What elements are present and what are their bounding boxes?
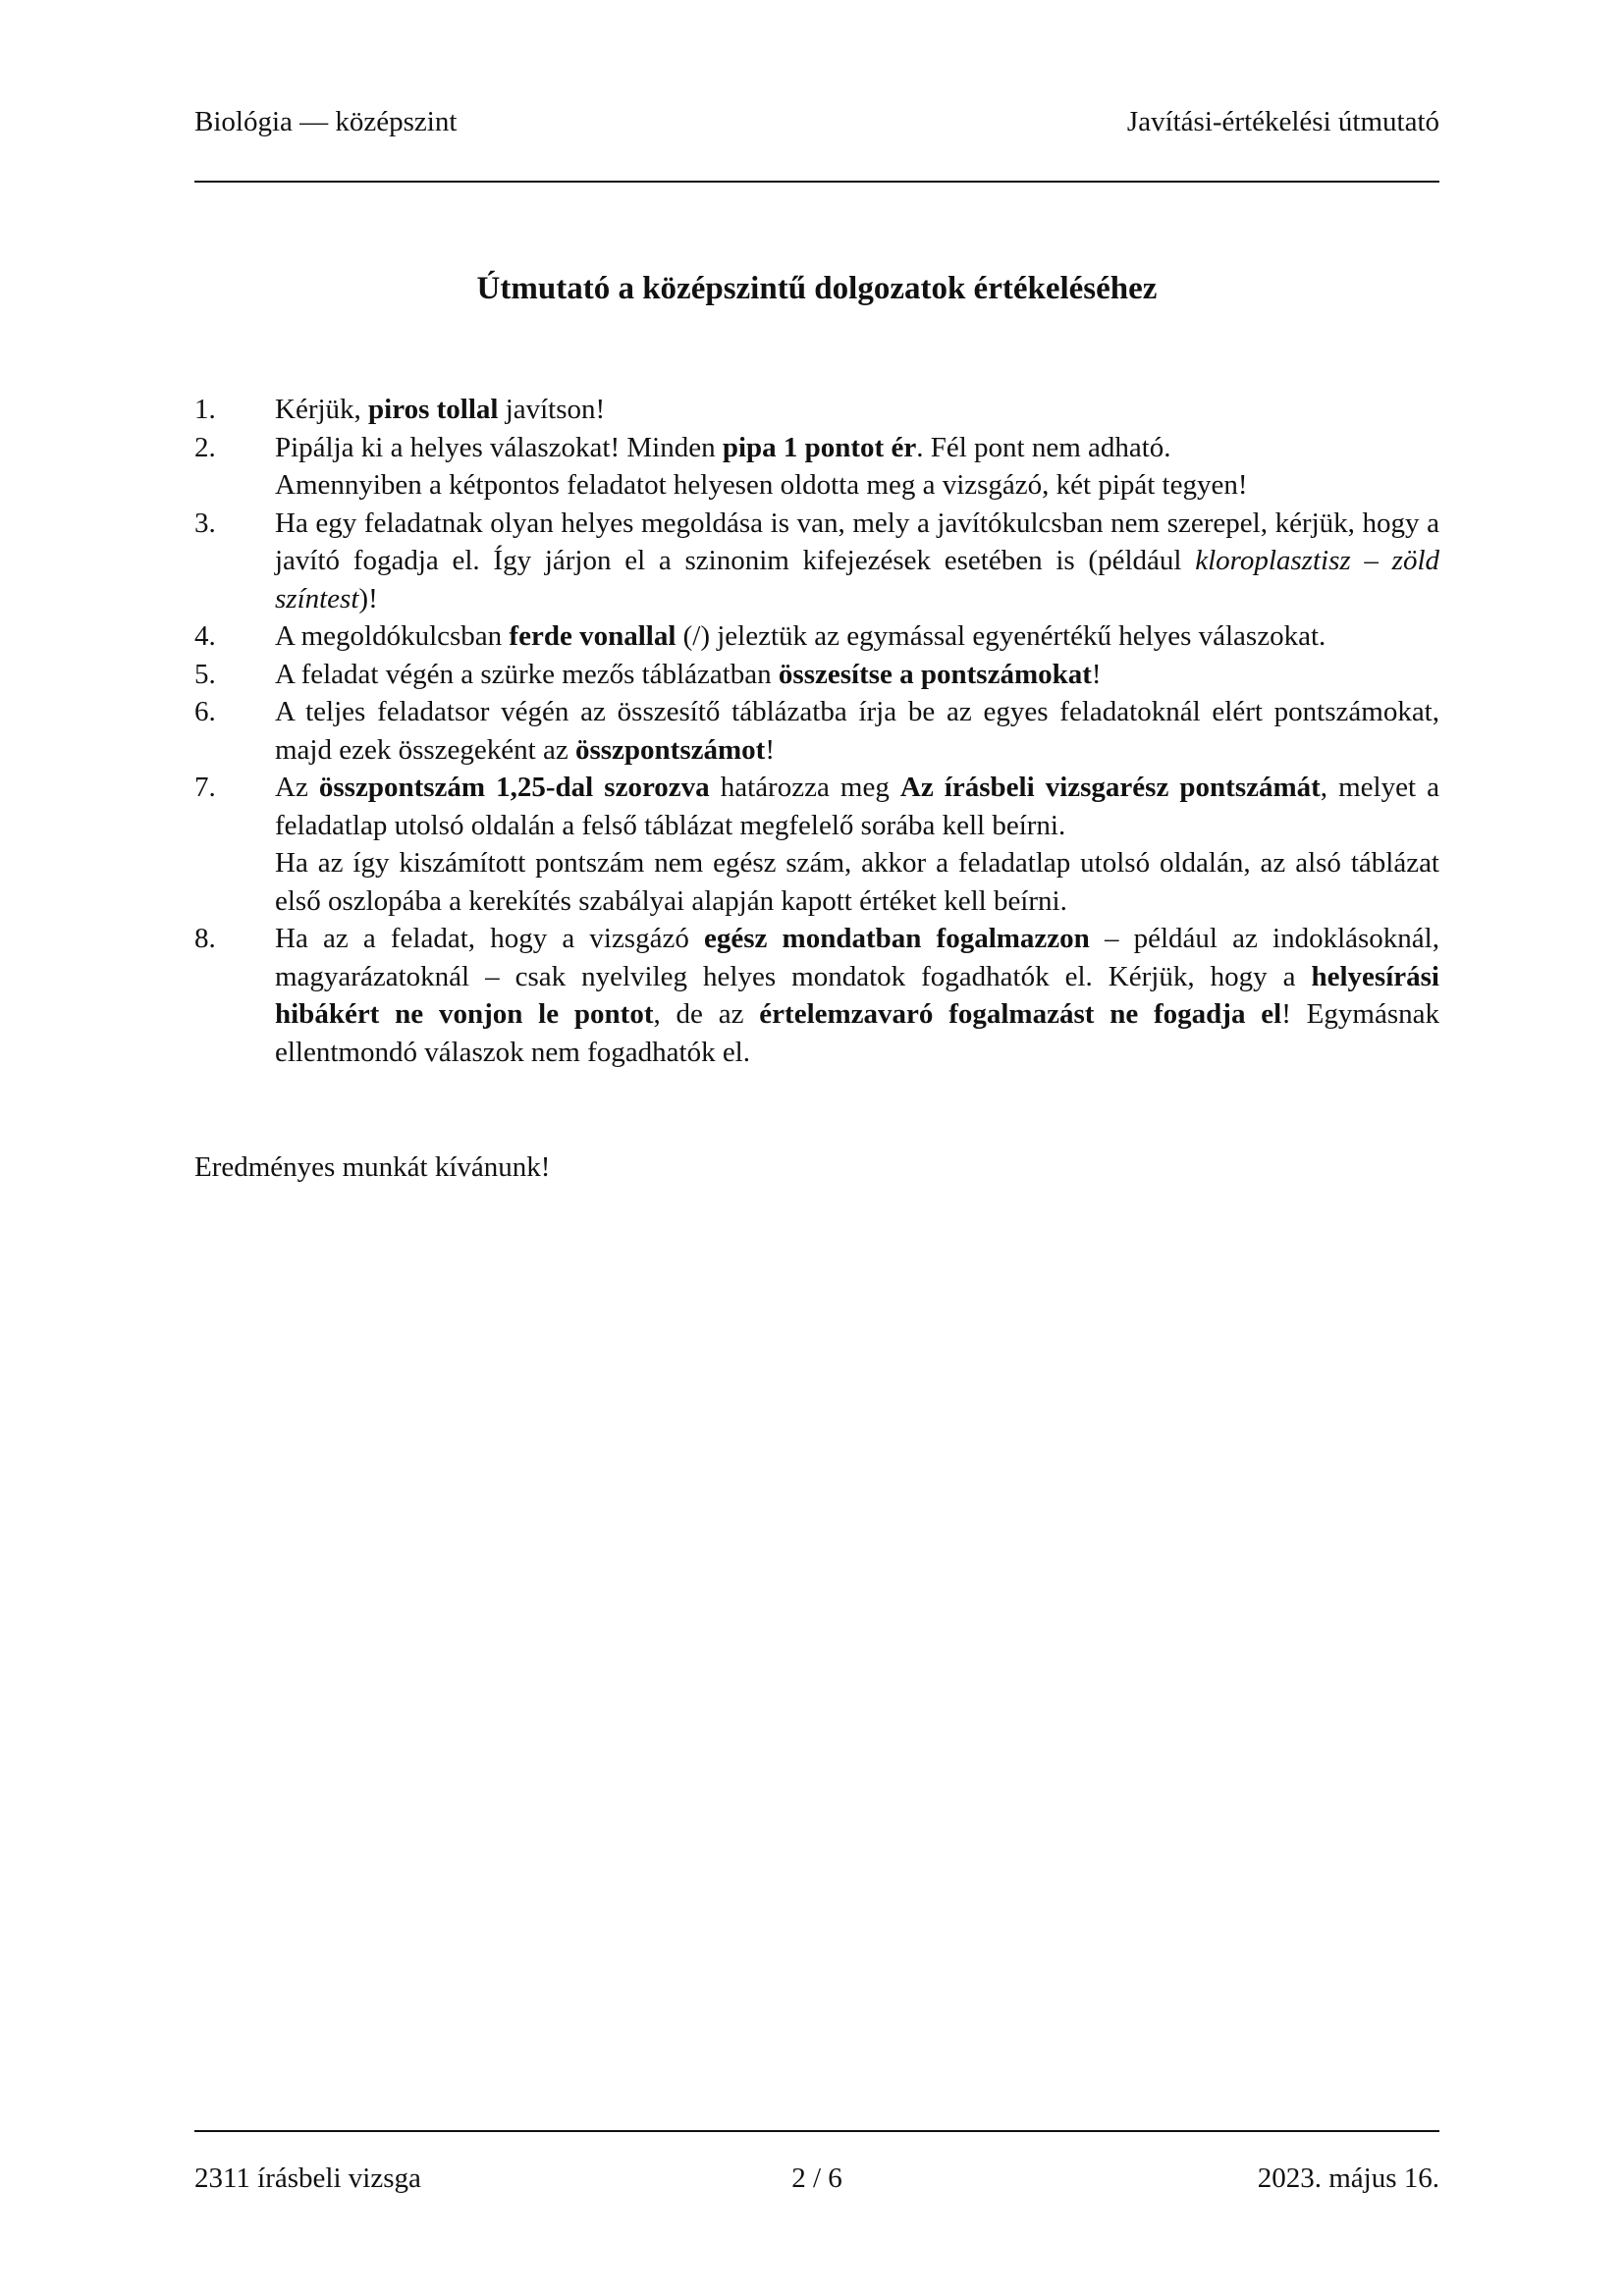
page-footer bbox=[194, 2163, 1439, 2202]
instruction-item-6 bbox=[194, 693, 1439, 769]
header-divider bbox=[194, 181, 1439, 183]
item-emphasis: pipa 1 pontot ér bbox=[722, 431, 917, 463]
item-number: 6. bbox=[194, 696, 216, 727]
item-text: Amennyiben a kétpontos feladatot helyesen oldotta meg a vizsgázó, két pipát tegyen! bbox=[275, 469, 1248, 501]
item-text: . Fél pont nem adható. bbox=[916, 431, 1171, 463]
item-number: 5. bbox=[194, 658, 216, 690]
page-number: 2 / 6 bbox=[791, 2163, 842, 2194]
item-number: 1. bbox=[194, 394, 216, 425]
instruction-item-2 bbox=[194, 429, 1439, 505]
item-emphasis: Az írásbeli vizsgarész pontszámát bbox=[899, 772, 1321, 803]
footer-divider bbox=[194, 2130, 1439, 2132]
item-emphasis: helyesírási hibákért ne vonjon le pontot bbox=[275, 960, 1439, 1030]
item-text: Ha egy feladatnak olyan helyes megoldása is van, mely a javítókulcsban nem szerepel, kérjük, hogy a javító fogadja el. Így járjon el a szinonim kifejezések esetében is (például bbox=[275, 507, 1439, 576]
item-example: kloroplasztisz – zöld színtest bbox=[275, 545, 1439, 614]
item-text: – például az indoklásoknál, magyarázatoknál – csak nyelvileg helyes mondatok fogadhatók el. Kérjük, hogy a bbox=[275, 923, 1439, 992]
item-text: , melyet a feladatlap utolsó oldalán a felső táblázat megfelelő sorába kell beírni. bbox=[275, 772, 1439, 841]
item-text: javítson! bbox=[498, 394, 606, 425]
item-number: 4. bbox=[194, 620, 216, 652]
item-text: )! bbox=[358, 582, 378, 614]
item-emphasis: piros tollal bbox=[368, 394, 499, 425]
item-text: határozza meg bbox=[709, 772, 900, 803]
item-emphasis: ferde vonallal bbox=[509, 620, 677, 652]
instruction-item-4 bbox=[194, 617, 1439, 656]
instruction-item-3 bbox=[194, 505, 1439, 618]
item-number: 7. bbox=[194, 772, 216, 803]
item-text: Ha az a feladat, hogy a vizsgázó bbox=[275, 923, 704, 954]
item-text: ! Egymásnak ellentmondó válaszok nem fogadhatók el. bbox=[275, 998, 1439, 1068]
item-text: (/) jeleztük az egymással egyenértékű helyes válaszokat. bbox=[676, 620, 1326, 652]
item-text: Pipálja ki a helyes válaszokat! Minden bbox=[275, 431, 723, 463]
item-text: ! bbox=[765, 733, 775, 766]
instruction-list bbox=[194, 391, 1439, 1071]
instruction-item-5 bbox=[194, 656, 1439, 694]
item-number: 2. bbox=[194, 431, 216, 463]
item-emphasis: összpontszámot bbox=[574, 733, 766, 766]
item-emphasis: összpontszám 1,25-dal szorozva bbox=[318, 772, 710, 803]
page-header bbox=[194, 106, 1439, 145]
item-text: ! bbox=[1091, 658, 1102, 690]
header-subject: Biológia — középszint bbox=[194, 106, 458, 137]
item-emphasis: egész mondatban fogalmazzon bbox=[704, 923, 1090, 954]
item-text: Az bbox=[275, 772, 319, 803]
instruction-item-1 bbox=[194, 391, 1439, 429]
item-text: A feladat végén a szürke mezős táblázatban bbox=[275, 658, 779, 690]
instruction-item-7 bbox=[194, 769, 1439, 920]
item-text: A teljes feladatsor végén az összesítő táblázatba írja be az egyes feladatoknál elért pontszámokat, majd ezek összegeként az bbox=[275, 696, 1439, 766]
item-text: Kérjük, bbox=[275, 394, 369, 425]
item-emphasis: összesítse a pontszámokat bbox=[778, 658, 1092, 690]
page-title: Útmutató a középszintű dolgozatok értékeléséhez bbox=[476, 271, 1158, 306]
item-number: 8. bbox=[194, 923, 216, 954]
item-emphasis: értelemzavaró fogalmazást ne fogadja el bbox=[759, 998, 1282, 1030]
footer-exam-code: 2311 írásbeli vizsga bbox=[194, 2163, 421, 2194]
header-doc-type: Javítási-értékelési útmutató bbox=[1126, 106, 1439, 137]
instruction-item-8 bbox=[194, 920, 1439, 1071]
closing-line: Eredményes munkát kívánunk! bbox=[194, 1151, 551, 1183]
item-text: , de az bbox=[653, 998, 760, 1030]
item-number: 3. bbox=[194, 507, 216, 539]
item-text: A megoldókulcsban bbox=[275, 620, 510, 652]
item-text: Ha az így kiszámított pontszám nem egész szám, akkor a feladatlap utolsó oldalán, az alsó táblázat első oszlopába a kerekítés szabályai alapján kapott értéket kell beírni. bbox=[275, 847, 1439, 917]
footer-date: 2023. május 16. bbox=[1257, 2163, 1439, 2194]
